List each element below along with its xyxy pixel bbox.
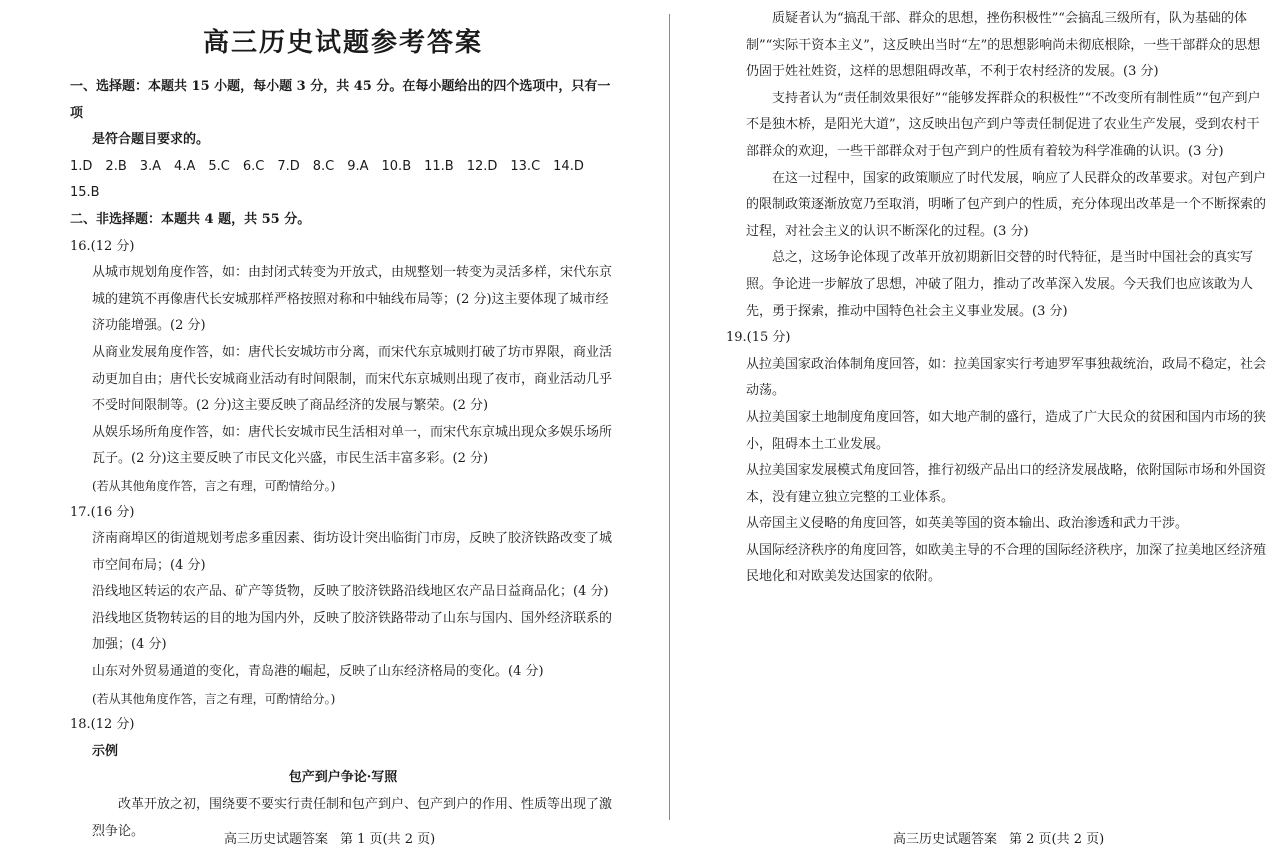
q18-label: 18.(12 分) (70, 717, 135, 733)
answer-item: 4.A (174, 158, 196, 174)
answer-item: 15.B (70, 185, 100, 201)
answer-item: 2.B (105, 158, 127, 174)
q16-answer-1: 从城市规划角度作答，如：由封闭式转变为开放式，由规整划一转变为灵活多样，宋代东京城的建筑不再像唐代长安城那样严格按照对称和中轴线布局等；(2 分)这主要体现了城市经济功能增强。(2 分) (92, 265, 613, 334)
q17-answer-3: 沿线地区货物转运的目的地为国内外，反映了胶济铁路带动了山东与国内、国外经济联系的加强；(4 分) (92, 610, 613, 653)
q19-answer-4: 从帝国主义侵略的角度回答，如英美等国的资本输出、政治渗透和武力干涉。 (746, 516, 1189, 532)
q18-essay-para-4: 在这一过程中，国家的政策顺应了时代发展，响应了人民群众的改革要求。对包产到户的限制政策逐渐放宽乃至取消，明晰了包产到户的性质，充分体现出改革是一个不断探索的过程，对社会主义的认识不断深化的过程。(3 分) (746, 170, 1267, 239)
answer-item: 1.D (70, 158, 93, 174)
page-divider (669, 14, 670, 820)
q18-essay-title: 包产到户争论·写照 (288, 770, 398, 786)
q19-answer-3: 从拉美国家发展模式角度回答，推行初级产品出口的经济发展战略，依附国际市场和外国资本，没有建立独立完整的工业体系。 (746, 463, 1267, 505)
answer-item: 9.A (347, 158, 369, 174)
answer-item: 3.A (139, 158, 162, 174)
section-2-heading: 二、非选择题：本题共 4 题，共 55 分。 (70, 211, 311, 227)
page-1-column (70, 0, 616, 845)
answer-item: 14.D (553, 158, 584, 174)
answer-item: 7.D (277, 158, 300, 174)
q19-label: 19.(15 分) (726, 330, 791, 346)
answer-item: 6.C (242, 158, 265, 174)
q18-essay-para-3: 支持者认为“责任制效果很好”“能够发挥群众的积极性”“不改变所有制性质”“包产到户不是独木桥，是阳光大道”，这反映出包产到户等责任制促进了农业生产发展，受到农村干部群众的欢迎，一些干部群众对于包产到户的性质有着较为科学准确的认识。(3 分) (746, 90, 1261, 159)
footer-page-number: 第 2 页(共 2 页) (1009, 832, 1105, 847)
q17-answer-2: 沿线地区转运的农产品、矿产等货物，反映了胶济铁路沿线地区农产品日益商品化；(4 分) (92, 584, 609, 600)
q19-answer-2: 从拉美国家土地制度角度回答，如大地产制的盛行，造成了广大民众的贫困和国内市场的狭小，阻碍本土工业发展。 (746, 409, 1267, 452)
q17-note: (若从其他角度作答，言之有理，可酌情给分。) (92, 691, 336, 706)
answer-item: 5.C (208, 158, 230, 174)
answer-list (70, 154, 616, 207)
section-1-heading: 一、选择题：本题共 15 小题，每小题 3 分，共 45 分。在每小题给出的四个选项中，只有一项 (70, 79, 611, 121)
answer-item: 11.B (424, 158, 454, 174)
q19-answer-5: 从国际经济秩序的角度回答，如欧美主导的不合理的国际经济秩序，加深了拉美地区经济殖民地化和对欧美发达国家的依附。 (746, 542, 1267, 585)
q18-example-label: 示例 (92, 743, 119, 759)
footer-page-number: 第 1 页(共 2 页) (340, 832, 436, 847)
answer-item: 10.B (381, 158, 412, 174)
page-1-footer (224, 829, 435, 851)
page-title: 高三历史试题参考答案 (202, 28, 483, 58)
footer-label: 高三历史试题答案 (893, 832, 998, 847)
q17-label: 17.(16 分) (70, 504, 135, 520)
q18-essay-para-1: 改革开放之初，围绕要不要实行责任制和包产到户、包产到户的作用、性质等出现了激烈争论。 (92, 797, 613, 839)
answer-item: 13.C (510, 158, 541, 174)
q16-label: 16.(12 分) (70, 238, 135, 254)
q17-answer-1: 济南商埠区的街道规划考虑多重因素、街坊设计突出临街门市房，反映了胶济铁路改变了城市空间布局；(4 分) (92, 531, 613, 573)
q19-answer-1: 从拉美国家政治体制角度回答，如：拉美国家实行考迪罗军事独裁统治，政局不稳定，社会动荡。 (746, 356, 1267, 399)
q16-answer-2: 从商业发展角度作答，如：唐代长安城坊市分离，而宋代东京城则打破了坊市界限，商业活动更加自由；唐代长安城商业活动有时间限制，而宋代东京城则出现了夜市，商业活动几乎不受时间限制等。(2 分)这主要反映了商品经济的发展与繁荣。(2 分) (92, 344, 613, 414)
q16-note: (若从其他角度作答，言之有理，可酌情给分。) (92, 478, 336, 493)
footer-label: 高三历史试题答案 (224, 832, 329, 847)
q18-essay-para-5: 总之，这场争论体现了改革开放初期新旧交替的时代特征，是当时中国社会的真实写照。争论进一步解放了思想，冲破了阻力，推动了改革深入发展。今天我们也应该敢为人先，勇于探索，推动中国特色社会主义事业发展。(3 分) (746, 250, 1254, 319)
page-2-column (726, 6, 1270, 591)
q18-essay-para-2: 质疑者认为“搞乱干部、群众的思想，挫伤积极性”“会搞乱三级所有，队为基础的体制”“实际干资本主义”，这反映出当时“左”的思想影响尚未彻底根除，一些干部群众的思想仍固于姓社姓资，这样的思想阻碍改革，不利于农村经济的发展。(3 分) (746, 11, 1261, 80)
page-2-footer (893, 829, 1104, 851)
q16-answer-3: 从娱乐场所角度作答，如：唐代长安城市民生活相对单一，而宋代东京城出现众多娱乐场所瓦子。(2 分)这主要反映了市民文化兴盛，市民生活丰富多彩。(2 分) (92, 424, 613, 467)
answer-item: 8.C (312, 158, 335, 174)
section-1-heading-cont: 是符合题目要求的。 (92, 132, 210, 148)
q17-answer-4: 山东对外贸易通道的变化，青岛港的崛起，反映了山东经济格局的变化。(4 分) (92, 664, 544, 680)
answer-item: 12.D (466, 158, 498, 174)
